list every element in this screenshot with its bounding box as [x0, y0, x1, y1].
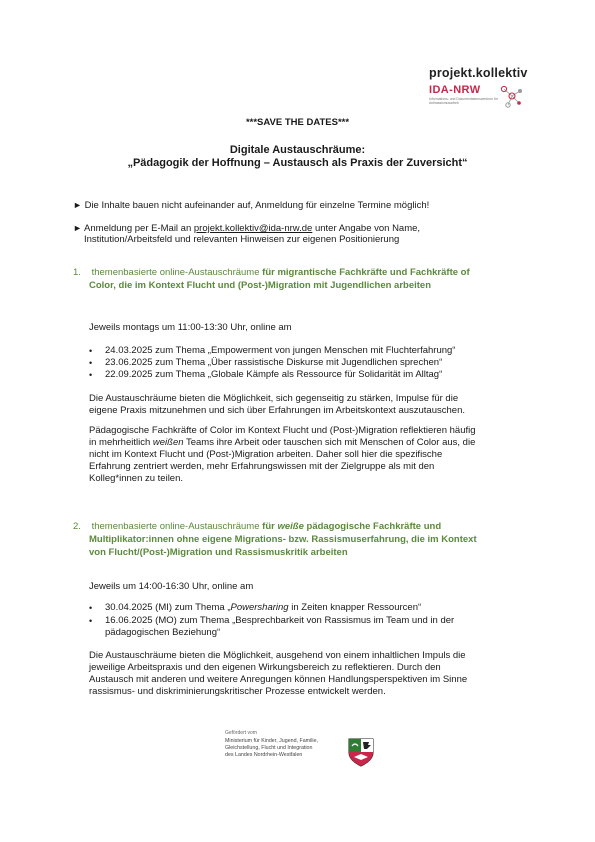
section-1-title-plain: themenbasierte online-Austauschräume: [91, 267, 263, 278]
logo-title: projekt.kollektiv: [429, 66, 528, 80]
section-1-dates-list: [89, 345, 529, 381]
email-link[interactable]: projekt.kollektiv@ida-nrw.de: [193, 223, 313, 234]
network-dots-icon: [498, 83, 524, 109]
section-1-schedule: Jeweils montags um 11:00-13:30 Uhr, online am: [89, 322, 292, 333]
section-1-title-bold: für migrantische Fachkräfte und Fachkräfte of: [262, 267, 470, 278]
intro-point-2-pre: Anmeldung per E-Mail an: [84, 223, 194, 234]
list-item: • 30.04.2025 (MI) zum Thema „Powersharing in Zeiten knapper Ressourcen“: [89, 602, 422, 613]
list-item: • 24.03.2025 zum Thema „Empowerment von jungen Menschen mit Fluchterfahrung“: [89, 345, 456, 356]
save-the-dates: ***SAVE THE DATES***: [245, 117, 350, 128]
section-2-title-line-2: Multiplikator:innen ohne eigene Migrations- bzw. Rassismuserfahrung, die im Kontext: [89, 534, 477, 545]
logo-subtitle: Informations- und Dokumentationszentrum für Antirassismusarbeit: [429, 97, 498, 106]
arrow-bullet-icon: ►: [73, 200, 82, 210]
section-2-number: 2.: [73, 521, 81, 532]
list-item: • 22.09.2025 zum Thema „Globale Kämpfe als Ressource für Solidarität im Alltag“: [89, 369, 443, 380]
nrw-coat-of-arms-icon: [347, 737, 375, 767]
section-2-paragraph: Die Austauschräume bieten die Möglichkeit, ausgehend von einem inhaltlichen Impuls die jeweilige Arbeitspraxis und den eigenen Wirkungsbereich zu reflektieren. Durch den Austausch mit anderen und weitere Anregungen können Handlungsperspektiven im Sinne rassismus- und diskriminierungskritischer Prozesse entwickelt werden.: [89, 650, 468, 697]
list-item: • 16.06.2025 (MO) zum Thema „Besprechbarkeit von Rassismus im Team und in der: [89, 615, 455, 626]
section-1-title: [73, 267, 470, 279]
list-item: • 23.06.2025 zum Thema „Über rassistische Diskurse mit Jugendlichen sprechen“: [89, 357, 443, 368]
funding-ministry: Ministerium für Kinder, Jugend, Familie, Gleichstellung, Flucht und Integration des Landes Nordrhein-Westfalen: [225, 738, 319, 758]
intro-point-2-line-2: Institution/Arbeitsfeld und relevanten Hinweisen zur eigenen Positionierung: [84, 234, 400, 245]
section-2-dates-list: [89, 602, 529, 639]
section-2-title-line-3: von Flucht/(Post-)Migration und Rassismuskritik arbeiten: [89, 547, 348, 558]
intro-point-2-post: unter Angabe von Name,: [312, 223, 421, 234]
funding-label: Gefördert vom: [225, 730, 257, 736]
logo-projekt-kollektiv: [418, 66, 528, 112]
arrow-bullet-icon: ►: [73, 223, 82, 233]
list-item-continuation: pädagogischen Beziehung“: [105, 627, 221, 638]
section-1-paragraph-1: Die Austauschräume bieten die Möglichkeit, sich gegenseitig zu stärken, Impulse für die eigene Praxis mitzunehmen und sich über Erfahrungen im Arbeitskontext auszutauschen.: [89, 393, 465, 416]
intro-point-1-text: Die Inhalte bauen nicht aufeinander auf, Anmeldung für einzelne Termine möglich!: [84, 200, 430, 211]
section-2-schedule: Jeweils um 14:00-16:30 Uhr, online am: [89, 581, 254, 592]
section-1-number: 1.: [73, 267, 81, 278]
logo-ida-nrw: IDA-NRW: [429, 84, 481, 96]
intro-point-1: [73, 199, 429, 212]
section-2-title: 2. themenbasierte online-Austauschräume für weiße pädagogische Fachkräfte und: [73, 521, 442, 532]
heading-line-1: Digitale Austauschräume:: [229, 144, 366, 156]
section-1-title-line-2: Color, die im Kontext Flucht und (Post-)Migration mit Jugendlichen arbeiten: [89, 280, 432, 291]
section-1-paragraph-2: Pädagogische Fachkräfte of Color im Kontext Flucht und (Post-)Migration reflektieren häufig in mehrheitlich weißen Teams ihre Arbeit oder tauschen sich mit Menschen of Color aus, die nicht im Kontext Flucht und (Post-)Migration arbeiten. Daher soll hier die spezifische Erfahrung zentriert werden, mehr Erfahrungswissen mit der Zielgruppe als mit den Kolleg*innen zu teilen.: [89, 425, 476, 484]
heading-line-2: „Pädagogik der Hoffnung – Austausch als Praxis der Zuversicht“: [127, 157, 468, 169]
